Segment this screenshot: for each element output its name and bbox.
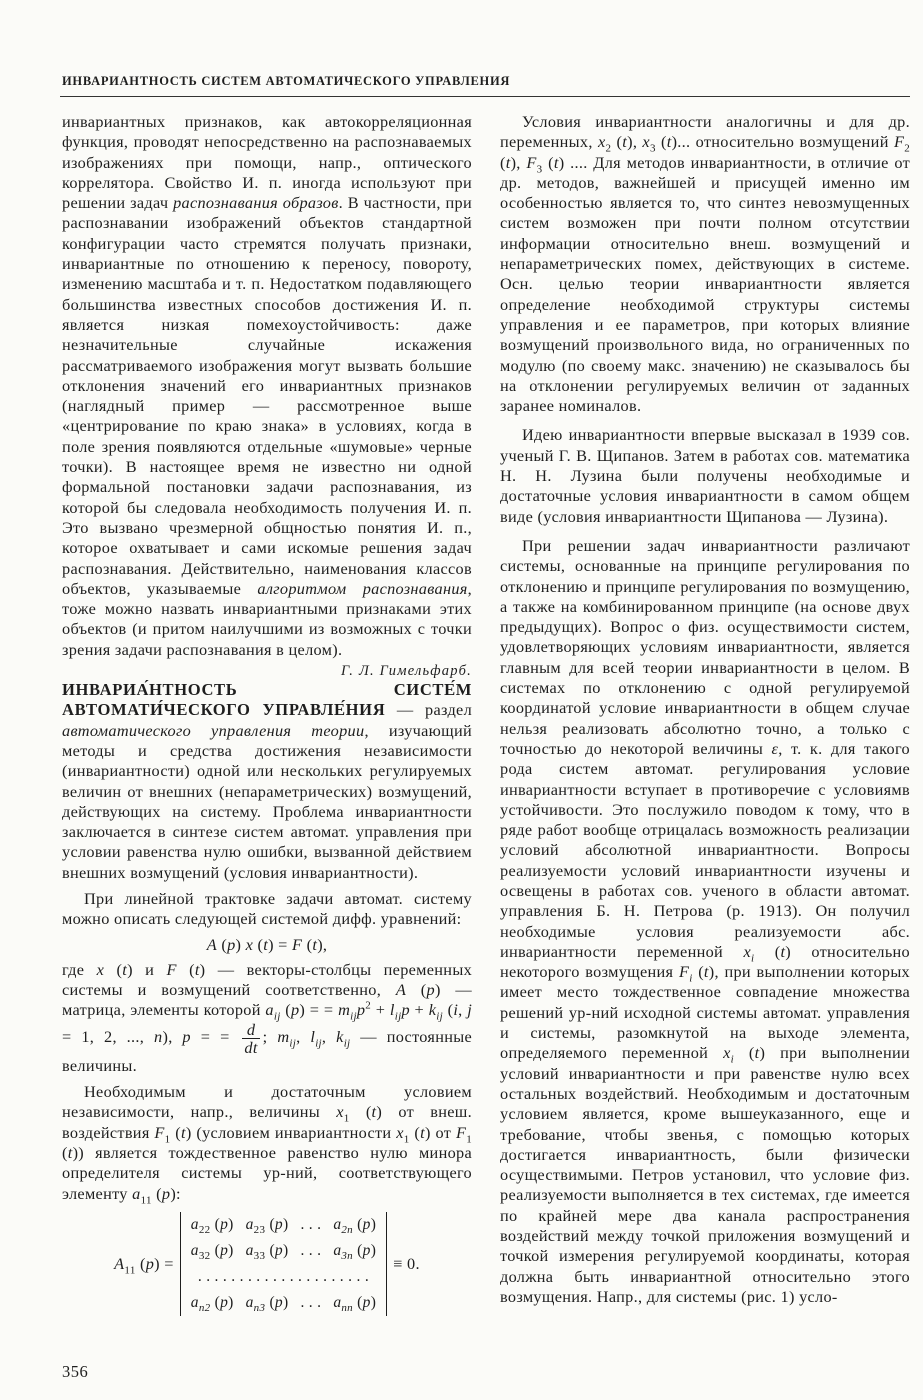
paragraph-vectors [62,960,472,1076]
text-run: ( [349,1102,372,1122]
paragraph-principles [500,536,910,1307]
italic-run: x [723,1043,731,1063]
italic-run: p [290,1000,300,1020]
italic-run: F [893,132,905,152]
text-run: ), при выполнении которых имеет место тождественное совпадение множества решений ур-ний исходной системы автомат. управления и системы, разомкнутой на выходе элемента, определяемого переменной [500,962,910,1063]
determinant-cell [327,1238,382,1264]
italic-run: p [426,980,435,1000]
text-run: ( [500,152,506,172]
text-run: ) — матрица, элементы которой [62,980,472,1020]
text-run: ) — векторы-столбцы переменных системы и возмущений соответственно, [62,959,472,1000]
text-run: ( [210,1241,221,1259]
italic-run: k [336,1027,344,1046]
subscript: ij [289,1037,297,1050]
italic-run: t [67,1142,73,1162]
italic-run: p [220,1241,229,1259]
determinant-row [185,1212,382,1238]
italic-run: F [526,152,537,172]
superscript: 2 [365,1000,372,1013]
text-run: ( [210,1215,221,1233]
text-run: , т. к. для такого рода систем автомат. регулирования условие инвариантности вступает в противоречие с условиямв устойчивости. Это послужило поводом к тому, что в ряде работ вообще отрицалась возможность реализации условий абсолютной инвариантности. Вопросы реализуемости условий инвариантности изучены и освещены в работах сов. ученого в области автомат. управления Б. Н. Петрова (р. 1913). Он получил необходимые условия реализуемости абс. инвариантности переменной [500,738,910,961]
italic-run: t [553,152,559,172]
italic-run: t [194,959,200,979]
italic-run: t [754,1043,760,1063]
italic-run: t [263,934,269,954]
italic-run: x [642,132,650,152]
italic-run: автоматического управления теории [62,720,365,740]
italic-run: i [453,1000,459,1020]
text-run: )... относительно возмущений [671,132,894,152]
italic-run: p [161,1183,171,1203]
text-run: ( [754,941,781,961]
text-run: ) от [424,1122,456,1142]
italic-run: j [467,1000,472,1020]
text-run: ( [442,1000,454,1020]
italic-run: x [396,1122,404,1142]
text-run: ( [265,1241,275,1259]
text-run: ) [228,1215,234,1233]
subscript: i [750,952,755,965]
italic-run: t [703,962,709,982]
italic-run: p [362,1293,371,1311]
text-run: При линейной трактовке задачи автомат. систему можно описать следующей системой дифф. уравнений: [62,888,472,929]
text-run: ): [170,1183,181,1203]
subscript: 2 [904,142,910,155]
italic-run: a [190,1215,199,1233]
paragraph-linear-treatment [62,889,472,930]
text-run: ( [611,132,623,152]
subscript: 2 [605,142,612,155]
text-run: ( [170,1122,182,1142]
italic-run: l [389,1000,395,1020]
subscript: 33 [253,1249,266,1262]
text-run: ( [655,132,667,152]
italic-run: F [292,934,303,954]
subscript: ij [436,1010,443,1023]
text-run: , тоже можно назвать инвариантными признаками этих объектов (и притом наилучшими из возможных с точки зрения задачи распознавания в целом). [62,578,472,659]
italic-run: F [166,959,177,979]
italic-run: a [333,1293,342,1311]
page-number: 356 [62,1362,89,1381]
italic-run: a [245,1241,254,1259]
determinant-cell [185,1238,240,1264]
paragraph-necessary-condition [62,1082,472,1204]
subscript: 22 [198,1223,211,1236]
text-run: + [371,1000,390,1020]
text-run: При решении задач инвариантности различают системы, основанные на принципе регулирования по отклонению и принципе регулирования по возмущению, а также на комбинированном принципе (на основе двух предыдущих). Вопрос о физ. осуществимости систем, удовлетворяющих условиям инвариантности, является главным для всей теории инвариантности в целом. В системах по отклонению с одной регулируемой координатой условие инвариантности в общем случае нельзя реализовать абсолютно точно, а только с точностью до некоторой величины [500,535,910,758]
italic-run: x [336,1102,344,1122]
fraction-numerator: d [246,1019,256,1039]
subscript: 1 [343,1112,350,1125]
text-run: ( [692,962,704,982]
text-run: ( [302,934,313,954]
italic-run: F [678,962,690,982]
text-run: ( [62,1142,68,1162]
italic-run: p [356,1000,366,1020]
italic-run: t [371,1102,377,1122]
italic-run: ε [771,738,779,758]
subscript: ij [394,1010,402,1023]
italic-run: p [274,1215,283,1233]
italic-run: F [154,1122,165,1142]
italic-run: a [190,1293,199,1311]
italic-run: t [505,152,511,172]
right-column [500,112,910,1352]
italic-run: p [274,1293,283,1311]
italic-run: p [220,1293,229,1311]
text-run: ) [370,1293,377,1311]
determinant-rhs [393,1254,420,1274]
italic-run: x [597,132,606,152]
text-run: ) = [154,1253,174,1273]
subscript: 1 [403,1132,410,1145]
italic-run: t [312,934,318,954]
italic-run: F [455,1122,467,1142]
subscript: ij [350,1010,357,1023]
determinant-cell [294,1238,327,1264]
determinant-cell [327,1212,382,1238]
text-run: ( [151,1183,162,1203]
italic-run: k [428,1000,437,1020]
text-run: ), [510,152,527,172]
italic-run: l [310,1027,316,1046]
text-run: ), [627,132,643,152]
text-run: , [321,1027,337,1046]
text-run: ) .... Для методов инвариантности, в отличие от др. методов, важнейшей и присущей именно им особенностью является то, что синтез невозмущенных систем возможен при почти полном отсутствии информации относительно внеш. возмущений и непараметрических помех, действующих в системе. Осн. целью теории инвариантности является определение необходимой структуры системы управления и ее параметров, при которых влияние возмущений произвольного вида, но ограниченных по модулю (по своему макс. значению) не сказывалось бы на отклонении регулируемых величин от заданных заранее номиналов. [500,152,910,416]
text-run: ) = = [299,1000,339,1020]
text-run: ), [317,934,328,954]
text-run: ( [352,1241,363,1259]
text-run: ) [370,1241,377,1259]
subscript: i [730,1053,734,1066]
text-run: ( [409,1122,421,1142]
italic-run: x [96,959,105,979]
determinant-row [185,1290,382,1316]
subscript: ij [343,1037,351,1050]
subscript: 23 [253,1223,266,1236]
italic-run: p [145,1253,155,1273]
italic-run: распознавания образов [173,193,339,213]
italic-run: x [245,934,254,954]
equation-system [62,935,472,955]
subscript: i [689,972,693,985]
italic-run: t [420,1122,425,1142]
headword: ИНВАРИА́НТНОСТЬ СИСТЕ́М АВТОМАТИ́ЧЕСКОГО УПРАВЛЕ́НИЯ [62,680,472,720]
text-run: ( [265,1293,275,1311]
italic-run: p [401,1000,410,1020]
determinant-row [185,1238,382,1264]
italic-run: t [181,1122,186,1142]
text-run: Идею инвариантности впервые высказал в 1939 сов. ученый Г. В. Щипанов. Затем в работах сов. математика Н. Н. Лузина были получены необходимые и достаточные условия инвариантности в самом общем виде (условия инвариантности Щипанова — Лузина). [500,425,910,526]
text-run: ) [282,1215,289,1233]
text-run: ( [210,1293,221,1311]
text-run: ( [542,152,554,172]
text-run: . В частности, при распознавании изображений объектов стандартной конфигурации часто стремятся получать признаки, инвариантные по отношению к переносу, повороту, изменению масштаба и т. п. Недостатком подавляющего большинства известных способов достижения И. п. является низкая помехоустойчивость: даже незначительные случайные искажения рассматриваемого изображения могут вызвать большие отклонения значений его инвариантных признаков (наглядный пример — рассмотренное выше «центрирование по краю знака» в условиях, когда в поле зрения появляются отдельные «шумовые» черные точки). В настоящее время не известно ни одной формальной постановки задачи распознавания, из которой бы следовала необходимость получения И. п. Это вызвано чрезмерной общностью понятия И. п., которое охватывает и сами искомые решения задач распознавания. Действительно, наименования классов объектов, указываемые [62,193,472,598]
italic-run: p [227,934,236,954]
italic-run: p [362,1241,371,1259]
italic-run: a [333,1241,342,1259]
text-run: ) [282,1293,289,1311]
italic-run: a [265,1000,274,1020]
determinant-cell [185,1212,240,1238]
article-definition [62,680,472,883]
subscript: 11 [124,1263,136,1276]
text-run: ( [253,934,264,954]
text-run: ( [280,1000,291,1020]
text-run: ≡ 0. [393,1253,420,1273]
text-run: ) и [127,959,167,979]
text-run: Необходимым и достаточным условием независимости, напр., величины [62,1082,472,1122]
text-run: = = [190,1027,240,1046]
subscript: 1 [164,1132,171,1145]
italic-run: p [362,1215,371,1233]
fraction-denominator: dt [244,1037,258,1057]
italic-run: p [274,1241,283,1259]
text-run: ( [265,1215,275,1233]
text-run: . . . [300,1293,322,1311]
italic-run: a [132,1183,141,1203]
header-rule [60,96,910,97]
text-run: . . . [300,1215,322,1233]
italic-run: x [743,941,751,961]
italic-run: a [245,1293,254,1311]
subscript: 3 [649,142,656,155]
determinant-table [185,1212,382,1316]
subscript: 11 [140,1193,152,1206]
paragraph-history [500,425,910,526]
text-run: ( [104,959,123,979]
text-run: . . . [300,1241,322,1259]
text-run: ( [352,1293,363,1311]
subscript: ij [315,1037,322,1050]
text-run: ) [282,1241,289,1259]
text-run: )) является тождественное равенство нулю минора определителя системы ур-ний, соответствующего элементу [62,1142,472,1203]
text-run: Условия инвариантности аналогичны и для др. переменных, [500,112,910,152]
text-run: ) при выполнении условий инвариантности и при равенстве нулю всех остальных воздействий. Необходимым и достаточным условием является, кроме вышеуказанного, еще и требование, чтобы звенья, с помощью которых достигается инвариантность, были физически осуществимыми. Петров установил, что условие физ. реализуемости выполняется в тех системах, где имеется по крайней мере два канала распространения воздействий между точкой приложения возмущений и точкой измерения регулируемой координаты, которая должна быть инвариантной относительно этого возмущения. Напр., для системы (рис. 1) усло- [500,1043,910,1306]
text-run: ( [406,980,427,1000]
determinant-cell [294,1290,327,1316]
italic-run: m [338,1000,351,1020]
text-run: ) = [268,934,293,954]
determinant-cell [185,1290,240,1316]
italic-run: t [780,941,786,961]
determinant-cell [240,1238,295,1264]
italic-run: алгоритмом распознавания [257,578,468,598]
text-run: ( [216,934,228,954]
determinant-matrix [180,1212,387,1316]
determinant-row [185,1264,382,1290]
text-run: ( [352,1215,363,1233]
determinant-dots-row: . . . . . . . . . . . . . . . . . . . . . [197,1267,370,1285]
subscript: 2n [341,1223,353,1236]
subscript: n3 [253,1301,266,1314]
italic-run: A [114,1253,125,1273]
text-run: ( [733,1043,755,1063]
italic-run: a [190,1241,199,1259]
left-column [62,112,472,1352]
determinant-cell [294,1212,327,1238]
italic-run: a [333,1215,342,1233]
text-run: , изучающий методы и средства достижения независимости (инвариантности) одной или нескольких регулируемых величин от внешних (непараметрических) возмущений, действующих на систему. Проблема инвариантности заключается в синтезе систем автомат. управления при условии равенства нулю ошибки, вызванной действием внешних возмущений (условия инвариантности). [62,720,472,882]
text-run: ) [228,1241,234,1259]
text-run: — постоянные величины. [62,1027,472,1075]
determinant-equation [62,1212,472,1316]
text-run: ) (условием инвариантности [185,1122,397,1142]
subscript: nn [341,1301,353,1314]
paragraph-pattern-recognition-tail [62,112,472,660]
text-run: ; [262,1027,278,1046]
text-run: ) [370,1215,377,1233]
text-run: , [458,1000,468,1020]
text-run: ) [235,934,246,954]
italic-run: p [220,1215,229,1233]
text-run: инвариантных признаков, как автокорреляционная функция, проводят непосредственно на распознаваемых изображениях при помощи, напр., оптического коррелятора. Свойство И. п. иногда используют при решении задач [62,112,472,213]
italic-run: t [122,959,128,979]
text-run: ) относительно некоторого возмущения [500,941,910,982]
italic-run: A [395,980,407,1000]
italic-run: A [206,934,217,954]
italic-run: a [245,1215,254,1233]
subscript: n2 [198,1301,211,1314]
subscript: ij [273,1010,281,1023]
italic-run: n [154,1027,163,1046]
determinant-cell [240,1212,295,1238]
italic-run: m [277,1027,290,1046]
subscript: 3 [536,162,543,175]
determinant-cell [327,1290,382,1316]
text-run: ) [228,1293,234,1311]
italic-run: t [666,132,672,152]
text-run: = 1, 2, ..., [62,1027,155,1046]
text-run: ( [135,1253,146,1273]
subscript: 32 [198,1249,211,1262]
text-run: + [409,1000,429,1020]
italic-run: p [182,1027,191,1046]
text-run: , [296,1027,311,1046]
determinant-cell [240,1290,295,1316]
text-run: ), [162,1027,183,1046]
subscript: 1 [466,1132,472,1145]
text-run: — раздел [385,700,472,720]
running-header: ИНВАРИАНТНОСТЬ СИСТЕМ АВТОМАТИЧЕСКОГО УПРАВЛЕНИЯ [62,74,511,88]
author-signature: Г. Л. Гимельфарб. [340,663,472,680]
italic-run: t [622,132,628,152]
text-run: где [62,959,97,979]
determinant-lhs [114,1254,174,1274]
text-run: ( [176,959,195,979]
subscript: 3n [341,1249,353,1262]
paragraph-conditions-analogous [500,112,910,416]
text-run: ) от внеш. воздействия [62,1102,472,1142]
fraction [242,1021,259,1056]
